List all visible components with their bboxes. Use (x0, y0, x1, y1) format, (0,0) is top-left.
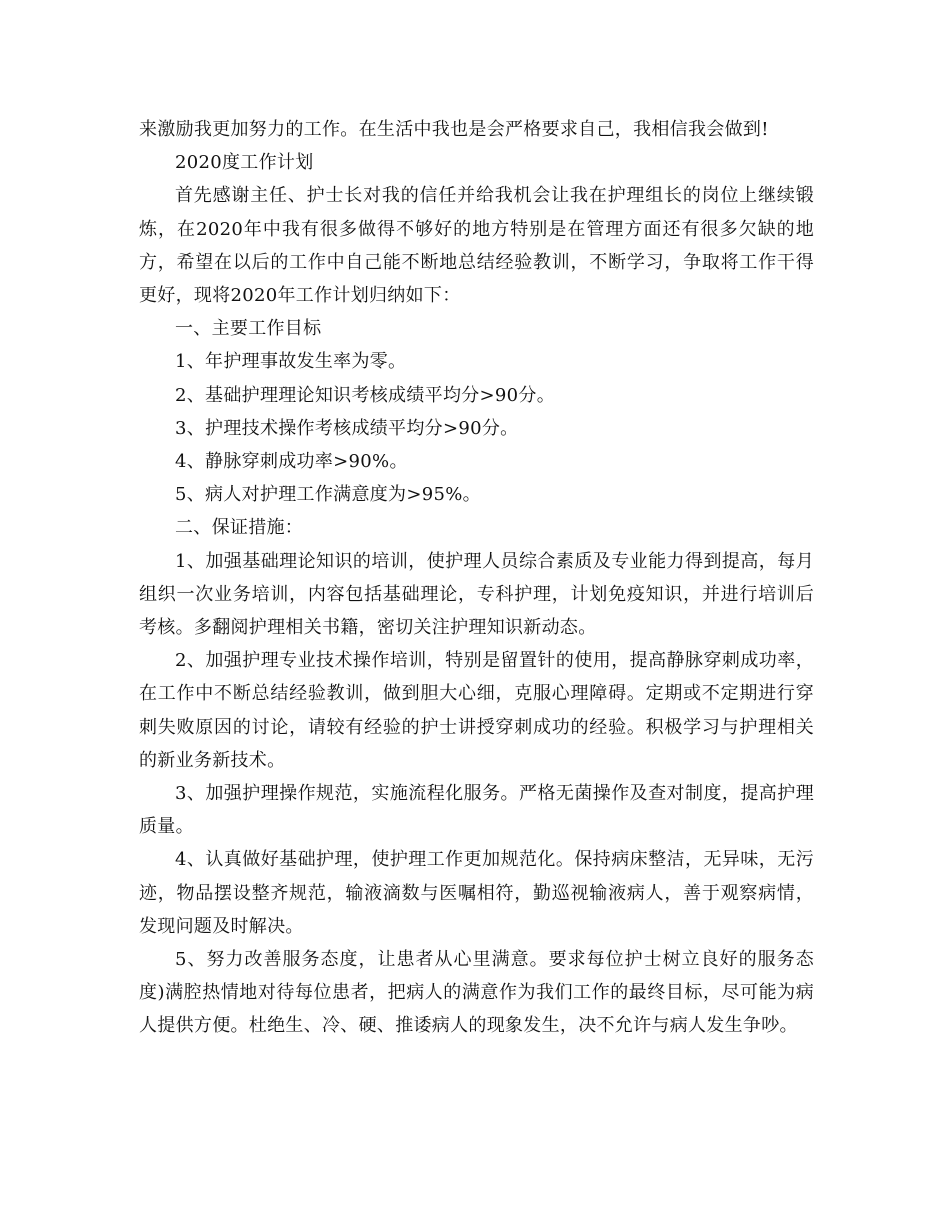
measure-item-2: 2、加强护理专业技术操作培训，特别是留置针的使用，提高静脉穿刺成功率，在工作中不断总结经验教训，做到胆大心细，克服心理障碍。定期或不定期进行穿刺失败原因的讨论，请较有经验的护士讲授穿刺成功的经验。积极学习与护理相关的新业务新技术。 (139, 650, 814, 771)
measure-item-4: 4、认真做好基础护理，使护理工作更加规范化。保持病床整洁，无异味，无污迹，物品摆设整齐规范，输液滴数与医嘱相符，勤巡视输液病人，善于观察病情，发现问题及时解决。 (139, 849, 814, 937)
goal-item-1: 1、年护理事故发生率为零。 (175, 351, 407, 373)
intro-paragraph: 首先感谢主任、护士长对我的信任并给我机会让我在护理组长的岗位上继续锻炼，在2020年中我有很多做得不够好的地方特别是在管理方面还有很多欠缺的地方，希望在以后的工作中自己能不断地总结经验教训，不断学习，争取将工作干得更好，现将2020年工作计划归纳如下： (139, 185, 814, 307)
paragraph-continuation: 来激励我更加努力的工作。在生活中我也是会严格要求自己，我相信我会做到! (139, 119, 769, 140)
section-heading-measures: 二、保证措施： (175, 517, 304, 539)
measure-item-5: 5、努力改善服务态度，让患者从心里满意。要求每位护士树立良好的服务态度)满腔热情地对待每位患者，把病人的满意作为我们工作的最终目标，尽可能为病人提供方便。杜绝生、冷、硬、推诿病人的现象发生，决不允许与病人发生争吵。 (139, 949, 814, 1037)
goal-item-3: 3、护理技术操作考核成绩平均分>90分。 (175, 417, 519, 439)
goal-item-2: 2、基础护理理论知识考核成绩平均分>90分。 (175, 384, 556, 406)
document-body (139, 113, 814, 1043)
measure-item-3: 3、加强护理操作规范，实施流程化服务。严格无菌操作及查对制度，提高护理质量。 (139, 783, 814, 838)
measure-item-1: 1、加强基础理论知识的培训，使护理人员综合素质及专业能力得到提高，每月组织一次业务培训，内容包括基础理论，专科护理，计划免疫知识，并进行培训后考核。多翻阅护理相关书籍，密切关注护理知识新动态。 (139, 550, 814, 639)
plan-title: 2020度工作计划 (175, 152, 314, 174)
section-heading-goals: 一、主要工作目标 (175, 318, 322, 340)
goal-item-4: 4、静脉穿刺成功率>90%。 (175, 451, 408, 473)
goal-item-5: 5、病人对护理工作满意度为>95%。 (175, 484, 481, 506)
